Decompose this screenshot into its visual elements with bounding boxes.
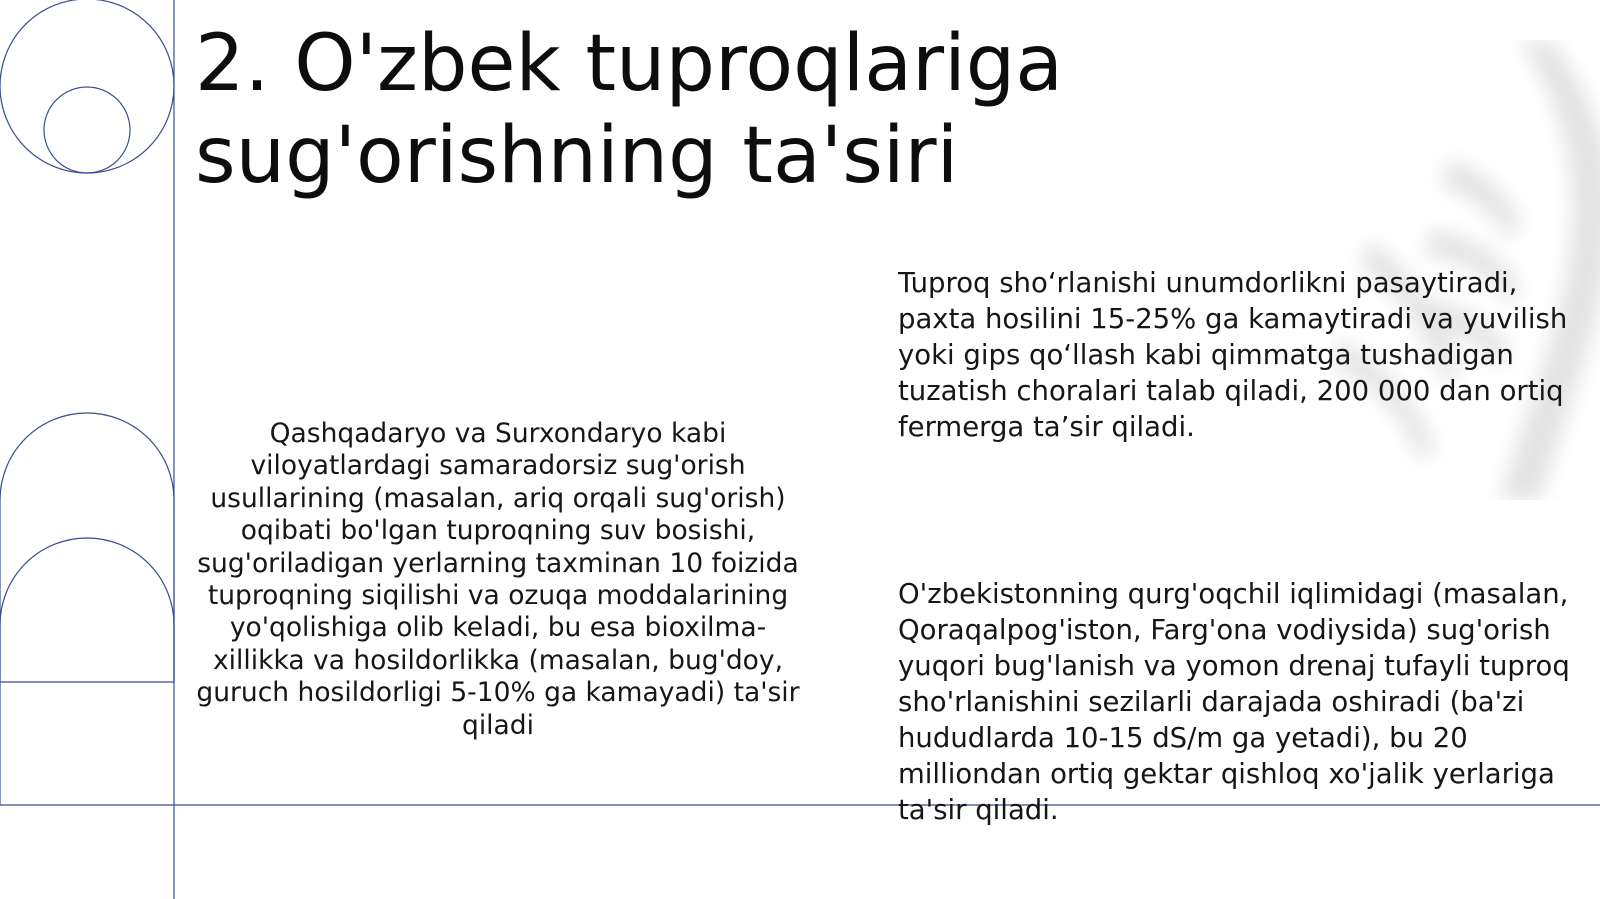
right-paragraph-irrigation-salinization: O'zbekistonning qurg'oqchil iqlimidagi (masalan, Qoraqalpog'iston, Farg'ona vodiysida) sug'orish yuqori bug'lanish va yomon drenaj tufayli tuproq sho'rlanishini sezilarli darajada oshiradi (ba'zi hududlarda 10-15 dS/m ga yetadi), bu 20 milliondan ortiq gektar qishloq xo'jalik yerlariga ta'sir qiladi. xyxy=(898,578,1570,826)
title-line-1: 2. O'zbek tuproqlariga xyxy=(195,19,1064,109)
lower-arch-outline xyxy=(0,538,174,682)
left-paragraph: Qashqadaryo va Surxondaryo kabi viloyatlardagi samaradorsiz sug'orish usullarining (masalan, ariq orqali sug'orish) oqibati bo'lgan tuproqning suv bosishi, sug'oriladigan yerlarning taxminan 10 foizida tuproqning siqilishi va ozuqa moddalarining yo'qolishiga olib keladi, bu esa bioxilma-xillikka va hosildorlikka (masalan, bug'doy, guruch hosildorligi 5-10% ga kamayadi) ta'sir qiladi xyxy=(196,418,800,741)
upper-arch-outline xyxy=(0,413,174,682)
small-circle-outline xyxy=(44,87,130,173)
slide-title xyxy=(195,18,1195,202)
right-paragraph-salinity-effects: Tuproq sho‘rlanishi unumdorlikni pasaytiradi, paxta hosilini 15-25% ga kamaytiradi va yuvilish yoki gips qo‘llash kabi qimmatga tushadigan tuzatish choralari talab qiladi, 200 000 dan ortiq fermerga ta’sir qiladi. xyxy=(898,267,1568,443)
title-line-2: sug'orishning ta'siri xyxy=(195,111,959,201)
